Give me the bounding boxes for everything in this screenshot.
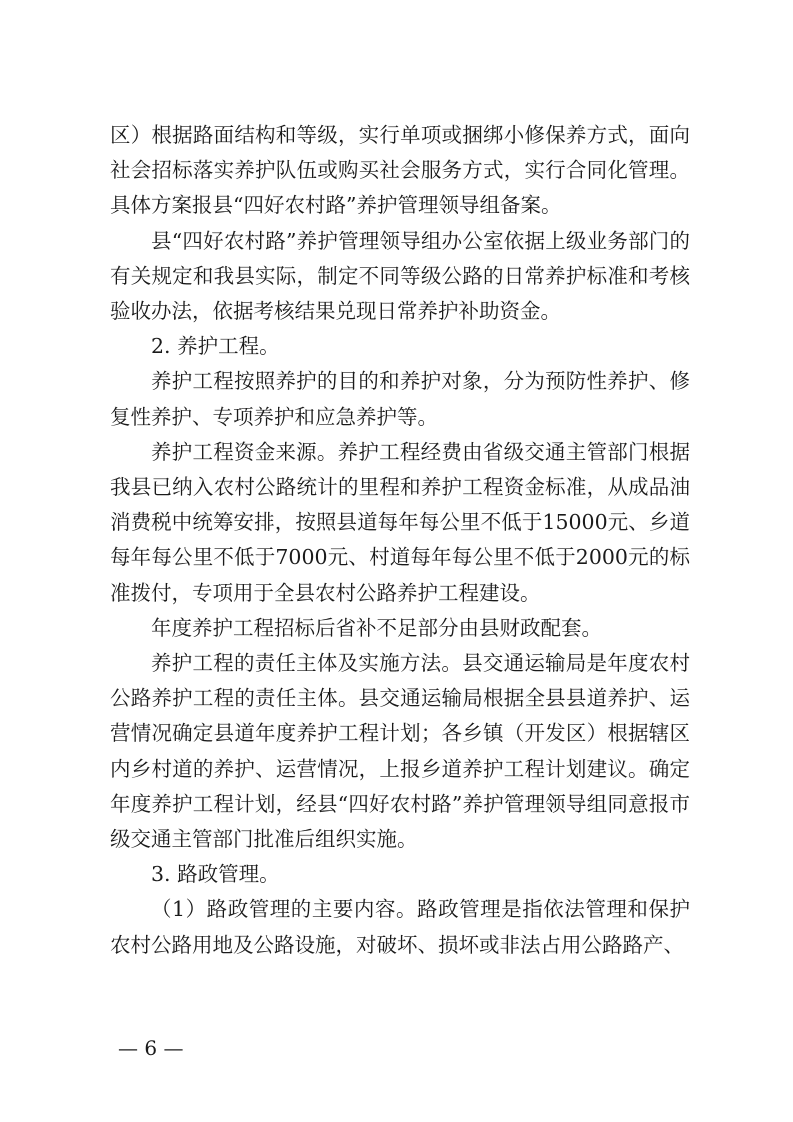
paragraph: 养护工程的责任主体及实施方法。县交通运输局是年度农村公路养护工程的责任主体。县交通运输局根据全县县道养护、运营情况确定县道年度养护工程计划；各乡镇（开发区）根据辖区内乡村道的养护、运营情况，上报乡道养护工程计划建议。确定年度养护工程计划，经县“四好农村路”养护管理领导组同意报市级交通主管部门批准后组织实施。: [110, 651, 690, 852]
document-body: [110, 118, 690, 963]
section-heading: 2. 养护工程。: [151, 334, 280, 359]
paragraph: 区）根据路面结构和等级，实行单项或捆绑小修保养方式，面向社会招标落实养护队伍或购买社会服务方式，实行合同化管理。具体方案报县“四好农村路”养护管理领导组备案。: [110, 123, 690, 218]
paragraph: 年度养护工程招标后省补不足部分由县财政配套。: [151, 615, 602, 640]
paragraph: 县“四好农村路”养护管理领导组办公室依据上级业务部门的有关规定和我县实际，制定不同等级公路的日常养护标准和考核验收办法，依据考核结果兑现日常养护补助资金。: [110, 228, 690, 324]
paragraph: 养护工程资金来源。养护工程经费由省级交通主管部门根据我县已纳入农村公路统计的里程和养护工程资金标准，从成品油消费税中统筹安排，按照县道每年每公里不低于15000元、乡道每年每公里不低于7000元、村道每年每公里不低于2000元的标准拨付，专项用于全县农村公路养护工程建设。: [110, 439, 690, 605]
page-number: — 6 —: [118, 1036, 184, 1060]
paragraph: 养护工程按照养护的目的和养护对象，分为预防性养护、修复性养护、专项养护和应急养护等。: [110, 369, 690, 429]
section-heading: 3. 路政管理。: [151, 862, 280, 887]
paragraph: （1）路政管理的主要内容。路政管理是指依法管理和保护农村公路用地及公路设施，对破坏、损坏或非法占用公路路产、: [110, 897, 690, 957]
